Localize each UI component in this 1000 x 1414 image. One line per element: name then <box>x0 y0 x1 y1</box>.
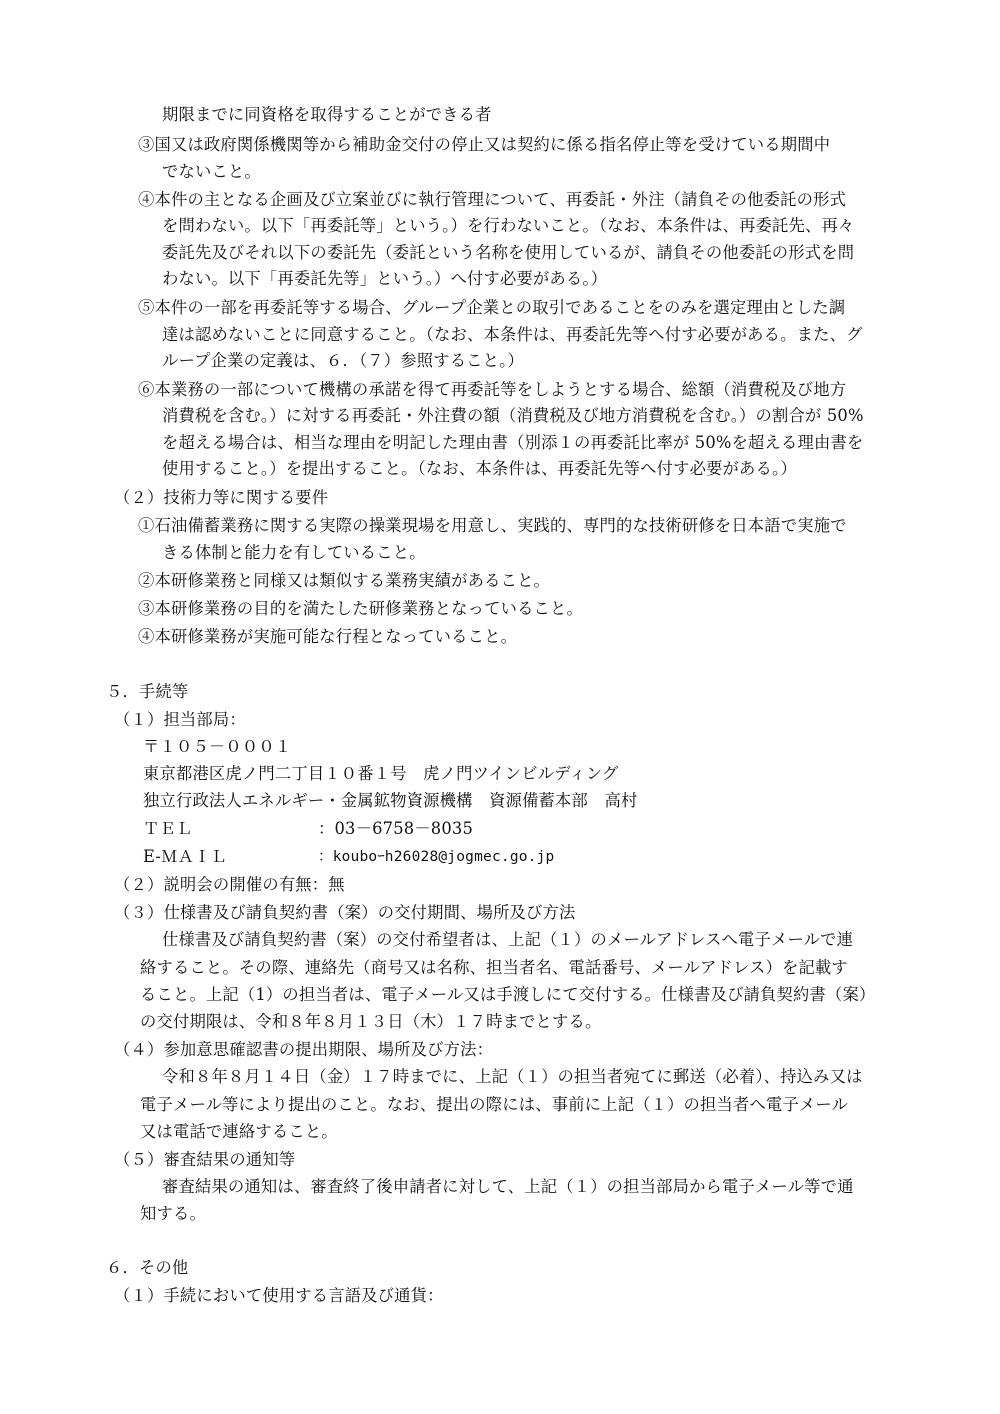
list-item-5: ⑤本件の一部を再委託等する場合、グループ企業との取引であることをのみを選定理由とした調 <box>138 298 846 317</box>
text-line: 消費税を含む。）に対する再委託・外注費の額（消費税及び地方消費税を含む。）の割合が 50% <box>162 406 864 425</box>
text-line: 電子メール等により提出のこと。なお、提出の際には、事前に上記（１）の担当者へ電子メール <box>140 1095 849 1114</box>
text-line: を超える場合は、相当な理由を明記した理由書（別添１の再委託比率が 50%を超える理由書を <box>162 433 864 452</box>
text-line: きる体制と能力を有していること。 <box>162 543 426 562</box>
list-item-3: ③国又は政府関係機関等から補助金交付の停止又は契約に係る指名停止等を受けている期間中 <box>138 135 831 154</box>
list-item-6: ⑥本業務の一部について機構の承諾を得て再委託等をしようとする場合、総額（消費税及び地方 <box>138 380 847 399</box>
text-line: ループ企業の定義は、６．（７）参照すること。） <box>162 351 524 370</box>
text-line: 審査結果の通知は、審査終了後申請者に対して、上記（１）の担当部局から電子メール等で通 <box>162 1177 854 1196</box>
subsection-heading: （１）担当部局： <box>114 710 246 729</box>
section-heading: ５．手続等 <box>106 682 189 701</box>
address: 東京都港区虎ノ門二丁目１０番１号 虎ノ門ツインビルディング <box>143 764 619 783</box>
organization: 独立行政法人エネルギー・金属鉱物資源機構 資源備蓄本部 高村 <box>143 791 638 810</box>
text-line: ること。上記（1）の担当者は、電子メール又は手渡しにて交付する。仕様書及び請負契約書（案） <box>140 985 876 1004</box>
list-item-4: ④本件の主となる企画及び立案並びに執行管理について、再委託・外注（請負その他委託の形式 <box>138 190 847 209</box>
tel-label: ＴＥＬ <box>143 819 193 838</box>
section-heading: ６．その他 <box>106 1258 189 1277</box>
subsection-heading: （２）説明会の開催の有無：無 <box>114 875 345 894</box>
text-line: 期限までに同資格を取得することができる者 <box>162 105 492 124</box>
postal-code: 〒１０５－０００１ <box>143 737 292 756</box>
text-line: 知する。 <box>140 1204 206 1223</box>
subsection-heading: （５）審査結果の通知等 <box>114 1150 296 1169</box>
list-item-3: ③本研修業務の目的を満たした研修業務となっていること。 <box>138 599 583 618</box>
text-line: でないこと。 <box>162 162 261 181</box>
text-line: 令和８年８月１４日（金）１７時までに、上記（１）の担当者宛てに郵送（必着）、持込み又は <box>162 1067 863 1086</box>
subsection-heading: （２）技術力等に関する要件 <box>114 488 329 507</box>
text-line: を問わない。以下「再委託等」という。）を行わないこと。（なお、本条件は、再委託先、再々 <box>162 216 855 235</box>
list-item-1: ①石油備蓄業務に関する実際の操業現場を用意し、実践的、専門的な技術研修を日本語で実施で <box>138 516 847 535</box>
subsection-heading: （１）手続において使用する言語及び通貨： <box>114 1286 444 1305</box>
text-line: 使用すること。）を提出すること。（なお、本条件は、再委託先等へ付す必要がある。） <box>162 459 797 478</box>
subsection-heading: （４）参加意思確認書の提出期限、場所及び方法： <box>114 1040 494 1059</box>
subsection-heading: （３）仕様書及び請負契約書（案）の交付期間、場所及び方法 <box>114 903 576 922</box>
text-line: 委託先及びそれ以下の委託先（委託という名称を使用しているが、請負その他委託の形式を問 <box>162 243 855 262</box>
text-line: 又は電話で連絡すること。 <box>140 1122 338 1141</box>
list-item-4: ④本研修業務が実施可能な行程となっていること。 <box>138 627 518 646</box>
text-line: わない。以下「再委託先等」という。）へ付す必要がある。） <box>162 269 608 288</box>
text-line: の交付期限は、令和８年８月１３日（木）１７時までとする。 <box>140 1012 602 1031</box>
text-line: 仕様書及び請負契約書（案）の交付希望者は、上記（１）のメールアドレスへ電子メールで連 <box>162 930 854 949</box>
tel-value: ：03－6758－8035 <box>318 819 474 838</box>
email-label: E-ＭＡＩＬ <box>143 847 228 866</box>
text-line: 絡すること。その際、連絡先（商号又は名称、担当者名、電話番号、メールアドレス）を記載す <box>140 958 848 977</box>
email-value: ：kouboｰh26028@jogmec.go.jp <box>318 849 555 865</box>
text-line: 達は認めないことに同意すること。（なお、本条件は、再委託先等へ付す必要がある。また、グ <box>162 325 863 344</box>
list-item-2: ②本研修業務と同様又は類似する業務実績があること。 <box>138 571 551 590</box>
